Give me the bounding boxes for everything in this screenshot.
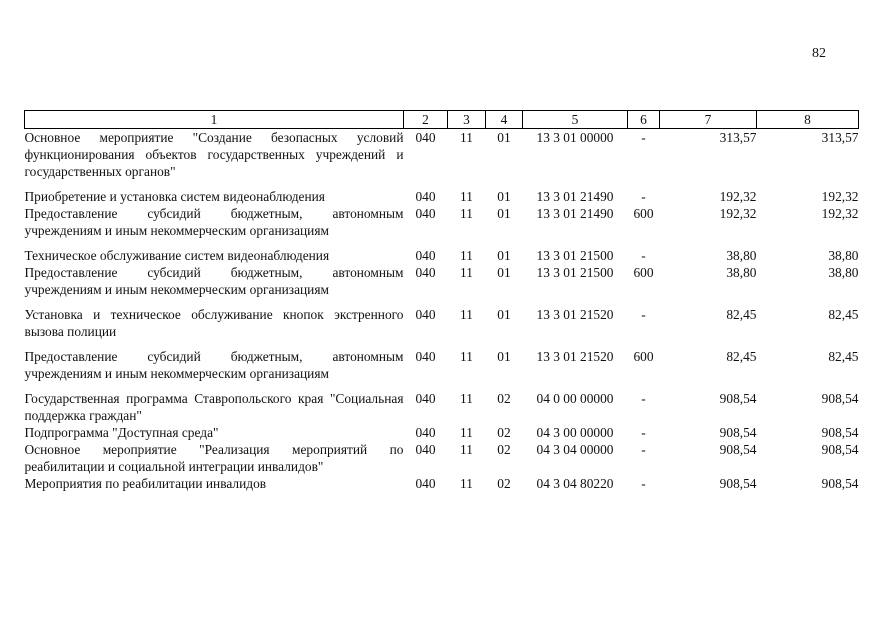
row-code-ministry: 040 xyxy=(415,248,436,263)
budget-table xyxy=(24,110,859,492)
row-code-target-article: 13 3 01 21520 xyxy=(536,349,614,364)
column-header: 3 xyxy=(448,111,486,129)
row-code-target-article: 04 3 04 00000 xyxy=(536,442,614,457)
column-header: 1 xyxy=(25,111,404,129)
row-code-subsection: 01 xyxy=(497,206,511,221)
row-amount-7: 82,45 xyxy=(726,349,757,364)
row-amount-7: 908,54 xyxy=(719,442,757,457)
row-code-section: 11 xyxy=(460,307,473,322)
row-code-ministry: 040 xyxy=(415,425,436,440)
row-amount-7: 38,80 xyxy=(726,248,757,263)
row-name: Основное мероприятие "Создание безопасных условий функционирования объектов государственных учреждений и государственных органов" xyxy=(24,130,404,179)
table-row xyxy=(25,264,859,306)
row-name: Подпрограмма "Доступная среда" xyxy=(24,425,219,440)
row-code-subsection: 02 xyxy=(497,425,511,440)
row-code-section: 11 xyxy=(460,265,473,280)
page-number: 82 xyxy=(812,46,826,61)
table-row xyxy=(25,205,859,247)
row-amount-7: 192,32 xyxy=(719,189,757,204)
row-code-section: 11 xyxy=(460,130,473,145)
row-code-subsection: 02 xyxy=(497,442,511,457)
row-amount-7: 192,32 xyxy=(719,206,757,221)
column-number-header-row xyxy=(25,111,859,129)
row-code-ministry: 040 xyxy=(415,265,436,280)
row-code-expense-type: - xyxy=(641,476,646,491)
row-code-expense-type: - xyxy=(641,130,646,145)
table-row xyxy=(25,306,859,348)
row-code-section: 11 xyxy=(460,476,473,491)
row-name: Государственная программа Ставропольского края "Социальная поддержка граждан" xyxy=(24,391,404,423)
row-amount-8: 313,57 xyxy=(821,130,859,145)
row-code-target-article: 04 0 00 00000 xyxy=(536,391,614,406)
row-code-ministry: 040 xyxy=(415,442,436,457)
table-row xyxy=(25,188,859,205)
row-code-ministry: 040 xyxy=(415,391,436,406)
row-amount-8: 908,54 xyxy=(821,442,859,457)
row-code-section: 11 xyxy=(460,442,473,457)
row-name: Установка и техническое обслуживание кнопок экстренного вызова полиции xyxy=(24,307,404,339)
row-amount-8: 192,32 xyxy=(821,206,859,221)
row-code-expense-type: - xyxy=(641,442,646,457)
row-code-subsection: 02 xyxy=(497,476,511,491)
row-name: Предоставление субсидий бюджетным, автономным учреждениям и иным некоммерческим организациям xyxy=(24,206,404,238)
row-code-target-article: 13 3 01 21490 xyxy=(536,189,614,204)
row-name: Предоставление субсидий бюджетным, автономным учреждениям и иным некоммерческим организациям xyxy=(24,265,404,297)
row-amount-8: 908,54 xyxy=(821,391,859,406)
row-name: Основное мероприятие "Реализация мероприятий по реабилитации и социальной интеграции инвалидов" xyxy=(24,442,404,474)
row-code-ministry: 040 xyxy=(415,189,436,204)
row-code-section: 11 xyxy=(460,206,473,221)
row-code-section: 11 xyxy=(460,189,473,204)
row-amount-8: 38,80 xyxy=(828,248,859,263)
row-amount-8: 82,45 xyxy=(828,307,859,322)
row-code-subsection: 02 xyxy=(497,391,511,406)
row-amount-7: 908,54 xyxy=(719,425,757,440)
row-amount-7: 38,80 xyxy=(726,265,757,280)
table-body xyxy=(25,129,859,493)
row-code-subsection: 01 xyxy=(497,349,511,364)
row-code-ministry: 040 xyxy=(415,206,436,221)
row-code-section: 11 xyxy=(460,425,473,440)
row-code-expense-type: 600 xyxy=(633,265,654,280)
row-code-target-article: 13 3 01 21520 xyxy=(536,307,614,322)
row-code-subsection: 01 xyxy=(497,248,511,263)
row-code-expense-type: - xyxy=(641,307,646,322)
row-code-target-article: 13 3 01 21490 xyxy=(536,206,614,221)
row-code-ministry: 040 xyxy=(415,349,436,364)
row-code-section: 11 xyxy=(460,391,473,406)
row-code-expense-type: - xyxy=(641,189,646,204)
row-code-expense-type: 600 xyxy=(633,206,654,221)
table-row xyxy=(25,424,859,441)
row-amount-8: 908,54 xyxy=(821,425,859,440)
column-header: 7 xyxy=(660,111,757,129)
column-header: 5 xyxy=(523,111,628,129)
row-name: Предоставление субсидий бюджетным, автономным учреждениям и иным некоммерческим организациям xyxy=(24,349,404,381)
table-row xyxy=(25,475,859,492)
row-code-expense-type: 600 xyxy=(633,349,654,364)
row-code-target-article: 13 3 01 21500 xyxy=(536,248,614,263)
row-code-subsection: 01 xyxy=(497,265,511,280)
column-header: 6 xyxy=(628,111,660,129)
row-name: Мероприятия по реабилитации инвалидов xyxy=(24,476,267,491)
table-row xyxy=(25,441,859,475)
row-amount-8: 192,32 xyxy=(821,189,859,204)
row-code-ministry: 040 xyxy=(415,307,436,322)
row-code-target-article: 13 3 01 21500 xyxy=(536,265,614,280)
row-amount-8: 38,80 xyxy=(828,265,859,280)
row-code-subsection: 01 xyxy=(497,307,511,322)
column-header: 2 xyxy=(404,111,448,129)
row-amount-7: 82,45 xyxy=(726,307,757,322)
row-code-target-article: 04 3 04 80220 xyxy=(536,476,614,491)
row-code-subsection: 01 xyxy=(497,189,511,204)
column-header: 4 xyxy=(486,111,523,129)
table-row xyxy=(25,390,859,424)
row-code-target-article: 13 3 01 00000 xyxy=(536,130,614,145)
row-code-section: 11 xyxy=(460,248,473,263)
table-row xyxy=(25,348,859,390)
table-row xyxy=(25,129,859,189)
row-amount-7: 908,54 xyxy=(719,476,757,491)
row-code-section: 11 xyxy=(460,349,473,364)
row-name: Приобретение и установка систем видеонаблюдения xyxy=(24,189,325,204)
table-row xyxy=(25,247,859,264)
row-code-ministry: 040 xyxy=(415,476,436,491)
row-name: Техническое обслуживание систем видеонаблюдения xyxy=(24,248,330,263)
row-amount-7: 313,57 xyxy=(719,130,757,145)
row-amount-8: 908,54 xyxy=(821,476,859,491)
row-code-subsection: 01 xyxy=(497,130,511,145)
row-code-target-article: 04 3 00 00000 xyxy=(536,425,614,440)
row-amount-7: 908,54 xyxy=(719,391,757,406)
row-code-ministry: 040 xyxy=(415,130,436,145)
row-code-expense-type: - xyxy=(641,391,646,406)
column-header: 8 xyxy=(757,111,859,129)
row-amount-8: 82,45 xyxy=(828,349,859,364)
row-code-expense-type: - xyxy=(641,248,646,263)
row-code-expense-type: - xyxy=(641,425,646,440)
